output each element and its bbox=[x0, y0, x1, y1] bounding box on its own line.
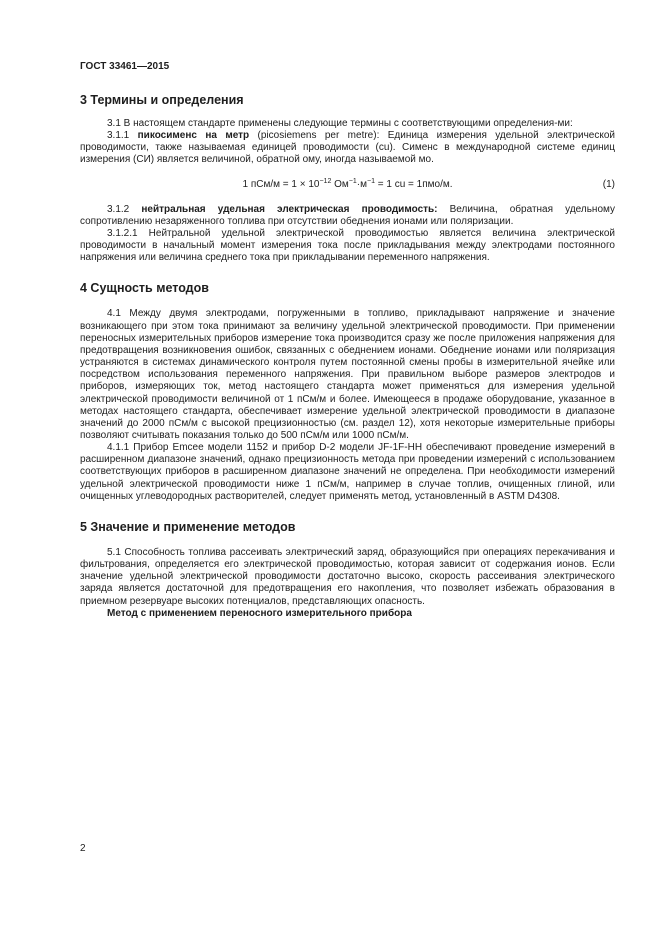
formula-part: = 1 cu = 1пмо/м. bbox=[374, 178, 453, 190]
formula-part: Ом bbox=[331, 178, 349, 190]
method-subheading: Метод с применением переносного измерительного прибора bbox=[107, 607, 412, 619]
paragraph-4-1: 4.1 Между двумя электродами, погруженными в топливо, прикладывают напряжение и значение возникающего при этом тока принимают за величину удельной электрической проводимости. При применении переносных измерительных приборов измерение тока производится сразу же после приложения напряжения для предотвращения возникновения ошибок, связанных с обеднением ионами. Обеднение ионами или поляризация устраняются в системах динамического контроля путем постоянной смены пробы в измерительной ячейке или посредством использования переменного напряжения. При правильном выборе размеров электродов и приборов, измеряющих ток, метод настоящего стандарта может применяться для измерения удельной электрической проводимости величиной от 1 пСм/м и более. Имеющееся в продаже оборудование, указанное в методах настоящего стандарта, обеспечивает измерение удельной электрической проводимости в диапазоне значений до 2000 пСм/м с высокой прецизионностью (см. раздел 12), хотя некоторые измерительные приборы позволяют считывать показания только до 500 пСм/м или 1000 пСм/м. bbox=[80, 308, 615, 441]
paragraph-3-1-1 bbox=[80, 130, 615, 166]
section-3-heading: 3 Термины и определения bbox=[80, 93, 244, 107]
clause-number: 3.1.2 bbox=[107, 203, 142, 215]
definition-text: Величина, обратная удельному сопротивлению незаряженного топлива при отсутствии обеднения ионами или поляризации. bbox=[80, 203, 615, 227]
formula-exponent: −12 bbox=[319, 177, 332, 185]
page-number: 2 bbox=[80, 843, 86, 854]
section-4-heading: 4 Сущность методов bbox=[80, 281, 209, 296]
formula-number: (1) bbox=[602, 178, 615, 190]
paragraph-3-1: 3.1 В настоящем стандарте применены следующие термины с соответствующими определения-ми: bbox=[107, 118, 573, 129]
term-neutral-conductivity: нейтральная удельная электрическая проводимость: bbox=[141, 203, 438, 215]
document-body bbox=[80, 93, 615, 620]
formula-part: ·м bbox=[356, 178, 367, 190]
paragraph-3-1-2 bbox=[80, 204, 615, 228]
formula-1 bbox=[80, 179, 615, 191]
formula-expression bbox=[80, 179, 615, 191]
formula-part: 1 пСм/м = 1 × 10 bbox=[242, 178, 320, 190]
paragraph-4-1-1: 4.1.1 Прибор Emcee модели 1152 и прибор D-2 модели JF-1F-HH обеспечивают проведение измерений в расширенном диапазоне значений, однако прецизионность метода при проведении измерений с использованием соответствующих приборов в расширенном диапазоне значений не определена. При необходимости измерений удельной электрической проводимости ниже 1 пСм/м, например в случае топлив, очищенных глиной, или очищенных углеводородных растворителей, следует применять метод, установленный в ASTM D4308. bbox=[80, 442, 615, 502]
section-5-heading: 5 Значение и применение методов bbox=[80, 519, 296, 534]
formula-exponent: −1 bbox=[348, 177, 357, 185]
definition-text: (picosiemens per metre): Единица измерения удельной электрической проводимости, также называемая единицей проводимости (cu). Сименс в международной системе единиц измерения (СИ) является величиной, обратной ому, иногда называемой мо. bbox=[80, 130, 615, 166]
paragraph-5-1: 5.1 Способность топлива рассеивать электрический заряд, образующийся при операциях перекачивания и фильтрования, определяется его электрической проводимостью, которая зависит от содержания ионов. Если значение удельной электрической проводимости достаточно высоко, скорость рассеивания электрического заряда является достаточной для предотвращения его накопления, что позволяет избежать образования в приемном резервуаре высоких потенциалов, представляющих опасность. bbox=[80, 546, 615, 607]
clause-number: 3.1.1 bbox=[107, 130, 138, 142]
document-header: ГОСТ 33461—2015 bbox=[80, 61, 170, 72]
term-picosiemens: пикосименс на метр bbox=[137, 130, 250, 142]
paragraph-3-1-2-1: 3.1.2.1 Нейтральной удельной электрической проводимостью является величина электрической проводимости в начальный момент измерения тока после прикладывания между электродами постоянного напряжения или величина среднего тока при прикладывании переменного напряжения. bbox=[80, 227, 615, 264]
formula-exponent: −1 bbox=[366, 177, 375, 185]
